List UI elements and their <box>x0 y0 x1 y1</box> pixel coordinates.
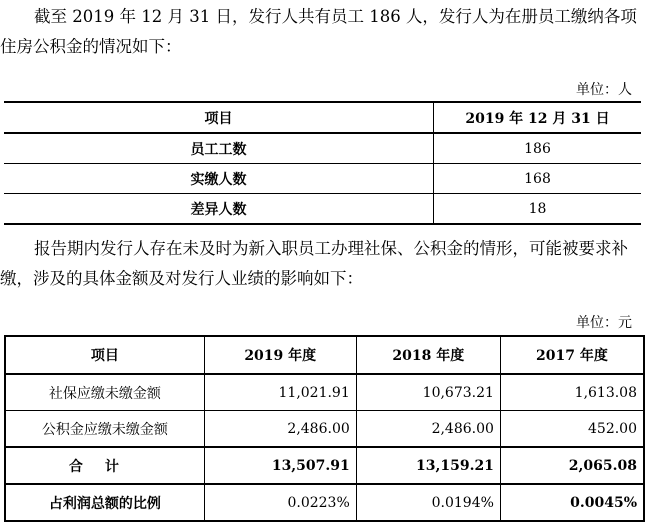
employee-table <box>4 101 641 225</box>
cell-2017: 452.00 <box>500 411 644 448</box>
row-value: 168 <box>434 164 642 194</box>
table-row-ratio <box>5 484 644 521</box>
row-label: 实缴人数 <box>4 164 434 194</box>
impact-paragraph <box>0 234 644 294</box>
row-label: 社保应缴未缴金额 <box>5 374 204 411</box>
header-date: 2019 年 12 月 31 日 <box>434 102 642 133</box>
unit-label-yuan: 单位：元 <box>576 315 632 331</box>
cell-2019: 11,021.91 <box>204 374 356 411</box>
table-row <box>4 133 641 164</box>
table-row <box>4 194 641 225</box>
table-row <box>5 374 644 411</box>
cell-2018: 2,486.00 <box>356 411 500 448</box>
table-row <box>5 411 644 448</box>
intro-paragraph <box>0 2 644 62</box>
cell-2017: 1,613.08 <box>500 374 644 411</box>
table-header-row <box>5 336 644 374</box>
row-value: 186 <box>434 133 642 164</box>
table-row <box>4 164 641 194</box>
row-label: 公积金应缴未缴金额 <box>5 411 204 448</box>
table-row-total <box>5 447 644 484</box>
row-label: 合计 <box>5 447 204 484</box>
table-header-row <box>4 102 641 133</box>
impact-text: 报告期内发行人存在未及时为新入职员工办理社保、公积金的情形，可能被要求补缴，涉及的具体金额及对发行人业绩的影响如下： <box>0 239 628 288</box>
row-label: 占利润总额的比例 <box>5 484 204 521</box>
cell-2019: 0.0223% <box>204 484 356 521</box>
cell-2019: 2,486.00 <box>204 411 356 448</box>
header-2017: 2017 年度 <box>500 336 644 374</box>
header-2019: 2019 年度 <box>204 336 356 374</box>
unit-label-persons: 单位：人 <box>576 82 632 98</box>
header-2018: 2018 年度 <box>356 336 500 374</box>
header-item: 项目 <box>4 102 434 133</box>
row-label: 员工工数 <box>4 133 434 164</box>
cell-2018: 0.0194% <box>356 484 500 521</box>
cell-2018: 13,159.21 <box>356 447 500 484</box>
row-value: 18 <box>434 194 642 225</box>
impact-table <box>4 335 645 522</box>
row-label: 差异人数 <box>4 194 434 225</box>
cell-2019: 13,507.91 <box>204 447 356 484</box>
header-item: 项目 <box>5 336 204 374</box>
cell-2017: 2,065.08 <box>500 447 644 484</box>
cell-2017: 0.0045% <box>500 484 644 521</box>
intro-text: 截至 2019 年 12 月 31 日，发行人共有员工 186 人，发行人为在册员工缴纳各项住房公积金的情况如下： <box>0 7 637 56</box>
cell-2018: 10,673.21 <box>356 374 500 411</box>
